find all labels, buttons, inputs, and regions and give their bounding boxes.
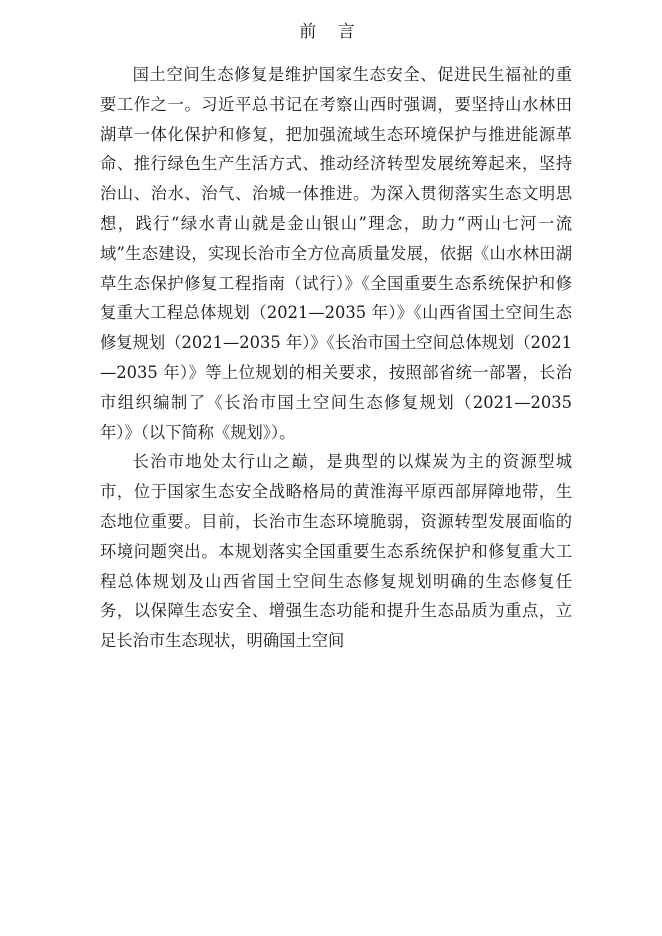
paragraph-2: 长治市地处太行山之巅，是典型的以煤炭为主的资源型城市，位于国家生态安全战略格局的黄淮海平原西部屏障地带，生态地位重要。目前，长治市生态环境脆弱，资源转型发展面临的环境问题突出。本规划落实全国重要生态系统保护和修复重大工程总体规划及山西省国土空间生态修复规划明确的生态修复任务，以保障生态安全、增强生态功能和提升生态品质为重点，立足长治市生态现状，明确国土空间 xyxy=(100,452,572,651)
page-title: 前 言 xyxy=(299,22,363,42)
body-text xyxy=(100,60,572,656)
paragraph-1: 国土空间生态修复是维护国家生态安全、促进民生福祉的重要工作之一。习近平总书记在考察山西时强调，要坚持山水林田湖草一体化保护和修复，把加强流域生态环境保护与推进能源革命、推行绿色生产生活方式、推动经济转型发展统筹起来，坚持治山、治水、治气、治城一体推进。为深入贯彻落实生态文明思想，践行“绿水青山就是金山银山”理念，助力“两山七河一流域”生态建设，实现长治市全方位高质量发展，依据《山水林田湖草生态保护修复工程指南（试行）》《全国重要生态系统保护和修复重大工程总体规划（2021—2035 年）》《山西省国土空间生态修复规划（2021—2035 年）》《长治市国土空间总体规划（2021—2035 年）》等上位规划的相关要求，按照部省统一部署，长治市组织编制了《长治市国土空间生态修复规划（2021—2035 年）》（以下简称《规划》）。 xyxy=(100,65,572,442)
